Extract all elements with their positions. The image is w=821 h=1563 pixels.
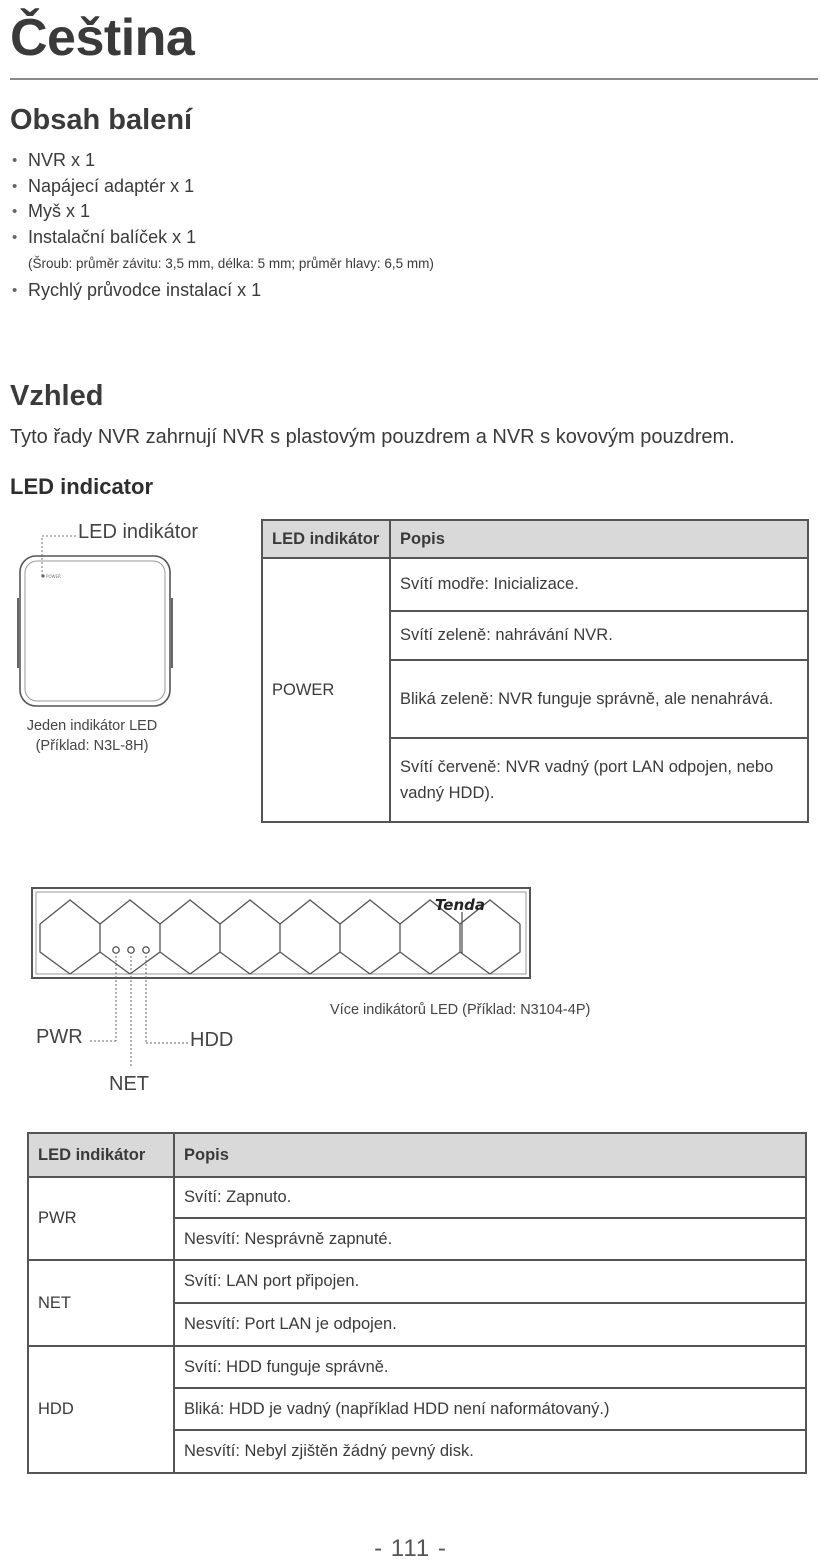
device-outline xyxy=(20,556,170,706)
list-item: • NVR x 1 xyxy=(10,148,434,174)
table-cell-description: Bliká zeleně: NVR funguje správně, ale nenahrává. xyxy=(390,660,808,738)
table-cell-description: Nesvítí: Nebyl zjištěn žádný pevný disk. xyxy=(174,1430,806,1473)
screw-note: (Šroub: průměr závitu: 3,5 mm, délka: 5 mm; průměr hlavy: 6,5 mm) xyxy=(28,256,434,271)
hdd-led-icon xyxy=(143,947,149,953)
led-callout-label: LED indikátor xyxy=(78,521,199,543)
table-header-indicator: LED indikátor xyxy=(262,520,390,558)
table-cell-description: Bliká: HDD je vadný (například HDD není naformátovaný.) xyxy=(174,1388,806,1430)
pwr-led-icon xyxy=(113,947,119,953)
led-dot-icon xyxy=(41,574,44,577)
table-cell-indicator: POWER xyxy=(262,558,390,822)
table-header-description: Popis xyxy=(390,520,808,558)
table-cell-description: Svítí zeleně: nahrávání NVR. xyxy=(390,611,808,660)
table-cell-description: Svítí: HDD funguje správně. xyxy=(174,1346,806,1388)
list-item: • Myš x 1 xyxy=(10,199,434,225)
list-item: • Instalační balíček x 1 xyxy=(10,225,434,251)
single-device-caption: Jeden indikátor LED (Příklad: N3L-8H) xyxy=(26,718,158,754)
pwr-label: PWR xyxy=(36,1026,83,1048)
table-header-indicator: LED indikátor xyxy=(28,1133,174,1177)
list-item: • Rychlý průvodce instalací x 1 xyxy=(10,278,434,304)
package-heading: Obsah balení xyxy=(10,104,193,136)
list-item: • Napájecí adaptér x 1 xyxy=(10,174,434,200)
brand-logo: Tenda xyxy=(435,896,486,914)
table-cell-description: Nesvítí: Port LAN je odpojen. xyxy=(174,1303,806,1346)
tiny-power-label: POWER xyxy=(46,574,61,579)
led-table-multi xyxy=(27,1132,807,1474)
table-header-description: Popis xyxy=(174,1133,806,1177)
single-led-device-illustration xyxy=(14,518,204,718)
led-heading: LED indicator xyxy=(10,474,154,499)
device-inner-outline xyxy=(25,561,165,701)
appearance-intro: Tyto řady NVR zahrnují NVR s plastovým pouzdrem a NVR s kovovým pouzdrem. xyxy=(10,426,735,448)
package-list xyxy=(10,148,434,304)
net-label: NET xyxy=(109,1073,149,1095)
page-title: Čeština xyxy=(10,9,195,67)
table-cell-description: Svítí: LAN port připojen. xyxy=(174,1260,806,1303)
table-cell-indicator: PWR xyxy=(28,1177,174,1260)
table-cell-description: Svítí: Zapnuto. xyxy=(174,1177,806,1218)
table-cell-description: Svítí červeně: NVR vadný (port LAN odpojen, nebo vadný HDD). xyxy=(390,738,808,822)
led-table-single xyxy=(261,519,809,823)
page-number: - 111 - xyxy=(374,1535,447,1562)
appearance-heading: Vzhled xyxy=(10,380,104,412)
table-cell-description: Svítí modře: Inicializace. xyxy=(390,558,808,611)
multi-device-caption: Více indikátorů LED (Příklad: N3104-4P) xyxy=(330,1002,591,1018)
title-divider xyxy=(10,78,818,80)
net-led-icon xyxy=(128,947,134,953)
table-cell-indicator: HDD xyxy=(28,1346,174,1473)
multi-led-device-illustration xyxy=(30,886,535,1066)
table-cell-indicator: NET xyxy=(28,1260,174,1346)
hdd-label: HDD xyxy=(190,1029,234,1051)
table-cell-description: Nesvítí: Nesprávně zapnuté. xyxy=(174,1218,806,1260)
